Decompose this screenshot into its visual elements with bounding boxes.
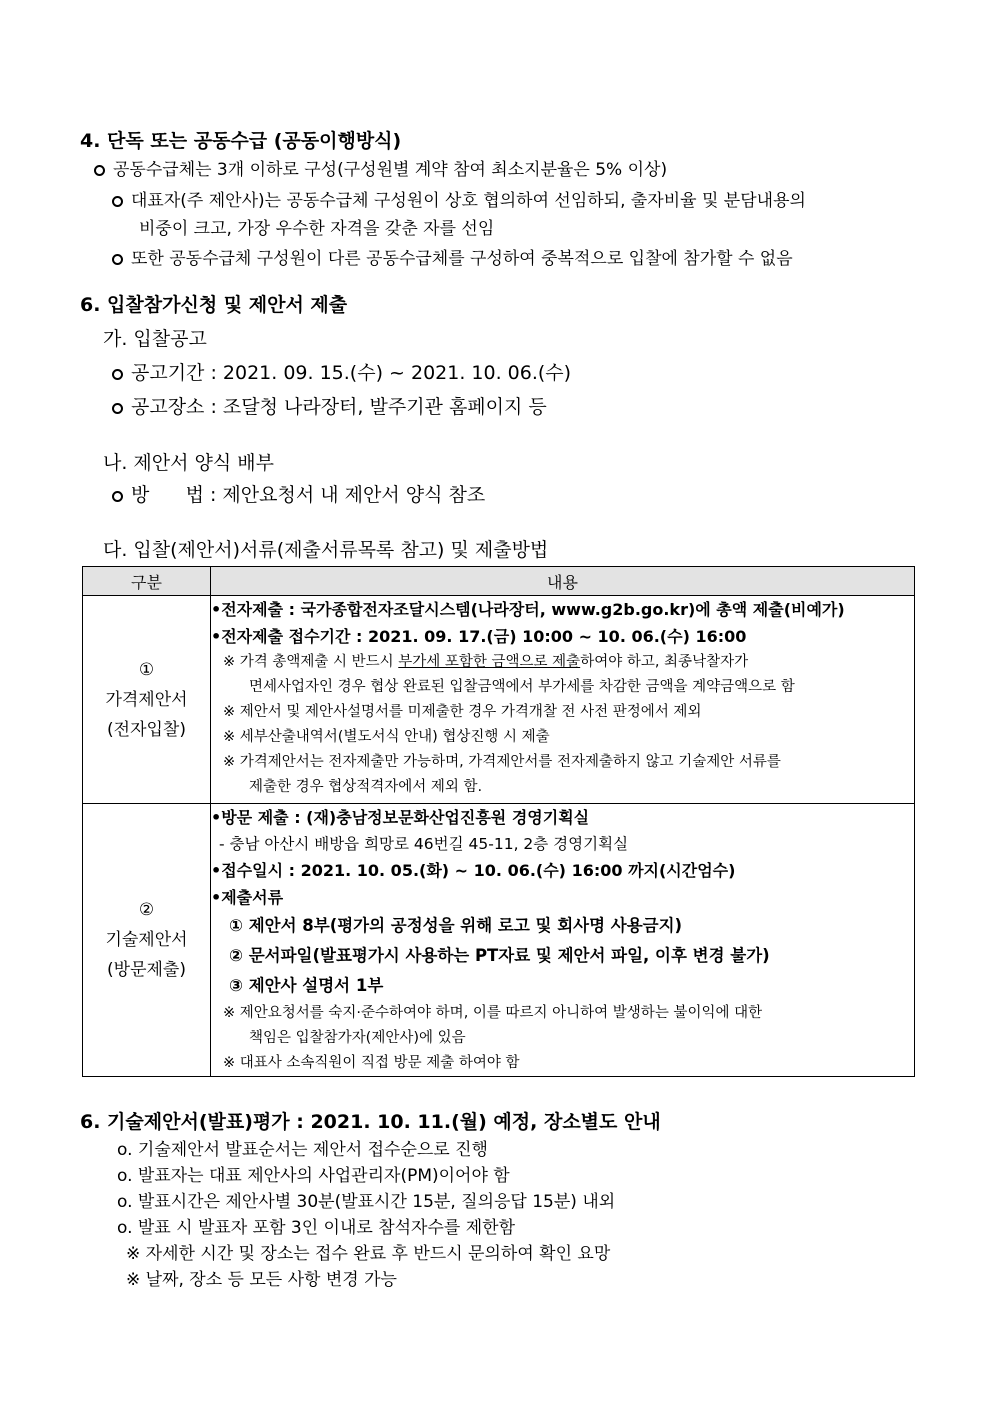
title-part: 6. 기술제안서(발표)평가 : bbox=[80, 1111, 311, 1133]
content-line: •전자제출 접수기간 : 2021. 09. 17.(금) 10:00 ~ 10. 06.(수) 16:00 bbox=[211, 627, 747, 646]
bullet-text: 공동수급체는 3개 이하로 구성(구성원별 계약 참여 최소지분율은 5% 이상) bbox=[113, 160, 668, 180]
list-item: o. 기술제안서 발표순서는 제안서 접수순으로 진행 bbox=[117, 1140, 488, 1160]
bullet-text: 방 법 : 제안요청서 내 제안서 양식 참조 bbox=[131, 484, 486, 506]
content-note: ※ 대표사 소속직원이 직접 방문 제출 하여야 함 bbox=[223, 1055, 520, 1071]
document-item: ③ 제안사 설명서 1부 bbox=[229, 976, 384, 995]
bullet-form-method bbox=[112, 480, 485, 507]
bullet-representative-cont: 비중이 크고, 가장 우수한 자격을 갖춘 자를 선임 bbox=[139, 219, 495, 239]
table-row bbox=[83, 804, 915, 1077]
list-item: o. 발표자는 대표 제안사의 사업관리자(PM)이어야 함 bbox=[117, 1166, 510, 1186]
remark: ※ 날짜, 장소 등 모든 사항 변경 가능 bbox=[126, 1270, 397, 1290]
section-6-title: 6. 입찰참가신청 및 제안서 제출 bbox=[80, 294, 348, 316]
note-text: ※ 가격 총액제출 시 반드시 bbox=[223, 654, 399, 670]
bullet-duplicate bbox=[112, 244, 793, 269]
content-note: ※ 가격제안서는 전자제출만 가능하며, 가격제안서를 전자제출하지 않고 기술제안 서류를 bbox=[223, 754, 781, 770]
bullet-consortium-size bbox=[94, 155, 667, 180]
document-item: ① 제안서 8부(평가의 공정성을 위해 로고 및 회사명 사용금지) bbox=[229, 916, 683, 935]
category-label: 기술제안서 bbox=[105, 930, 188, 950]
category-price-proposal bbox=[83, 596, 211, 804]
subsection-na-title: 나. 제안서 양식 배부 bbox=[103, 452, 274, 474]
content-technical-proposal bbox=[211, 804, 915, 1077]
circle-bullet-icon bbox=[112, 254, 123, 265]
table-row bbox=[83, 596, 915, 804]
bullet-text: 공고장소 : 조달청 나라장터, 발주기관 홈페이지 등 bbox=[131, 396, 547, 418]
content-price-proposal bbox=[211, 596, 915, 804]
category-technical-proposal bbox=[83, 804, 211, 1077]
bullet-text: 공고기간 : 2021. 09. 15.(수) ~ 2021. 10. 06.(수) bbox=[131, 362, 572, 384]
circle-bullet-icon bbox=[112, 196, 123, 207]
category-label: 가격제안서 bbox=[105, 689, 188, 710]
bullet-text: 또한 공동수급체 구성원이 다른 공동수급체를 구성하여 중복적으로 입찰에 참가할 수 없음 bbox=[131, 249, 793, 269]
category-sublabel: (전자입찰) bbox=[107, 719, 186, 740]
title-date: 2021. 10. 11.(월) bbox=[310, 1111, 487, 1133]
list-item: o. 발표시간은 제안사별 30분(발표시간 15분, 질의응답 15분) 내외 bbox=[117, 1192, 616, 1212]
subsection-da-title: 다. 입찰(제안서)서류(제출서류목록 참고) 및 제출방법 bbox=[103, 539, 549, 561]
content-line: •제출서류 bbox=[211, 888, 284, 907]
content-note: 제출한 경우 협상적격자에서 제외 함. bbox=[249, 779, 483, 795]
content-note: 책임은 입찰참가자(제안사)에 있음 bbox=[249, 1030, 466, 1046]
category-number: ① bbox=[138, 659, 155, 680]
submission-table bbox=[82, 566, 915, 1077]
note-text: 하여야 하고, 최종낙찰자가 bbox=[580, 654, 749, 670]
circle-bullet-icon bbox=[112, 369, 123, 380]
table-header-category: 구분 bbox=[83, 567, 211, 596]
category-number: ② bbox=[138, 900, 155, 920]
table-header-row bbox=[83, 567, 915, 596]
bullet-notice-period bbox=[112, 358, 571, 385]
content-note bbox=[211, 650, 914, 675]
circle-bullet-icon bbox=[112, 403, 123, 414]
content-note: ※ 제안요청서를 숙지·준수하여야 하며, 이를 따르지 아니하여 발생하는 불이익에 대한 bbox=[223, 1005, 763, 1021]
remark: ※ 자세한 시간 및 장소는 접수 완료 후 반드시 문의하여 확인 요망 bbox=[126, 1244, 611, 1264]
title-part: 예정, 장소별도 안내 bbox=[486, 1111, 661, 1133]
content-line: •접수일시 : 2021. 10. 05.(화) ~ 10. 06.(수) 16:00 까지(시간엄수) bbox=[211, 861, 736, 880]
circle-bullet-icon bbox=[112, 491, 123, 502]
content-note: ※ 세부산출내역서(별도서식 안내) 협상진행 시 제출 bbox=[223, 729, 550, 745]
bullet-notice-place bbox=[112, 392, 547, 419]
content-line: •전자제출 : 국가종합전자조달시스템(나라장터, www.g2b.go.kr)에 총액 제출(비예가) bbox=[211, 600, 845, 619]
table-header-content: 내용 bbox=[211, 567, 915, 596]
category-sublabel: (방문제출) bbox=[107, 960, 186, 980]
note-underlined: 부가세 포함한 금액으로 제출 bbox=[398, 654, 581, 670]
bullet-representative bbox=[112, 186, 806, 211]
content-note: 면세사업자인 경우 협상 완료된 입찰금액에서 부가세를 차감한 금액을 계약금액으로 함 bbox=[249, 679, 795, 695]
section-4-title: 4. 단독 또는 공동수급 (공동이행방식) bbox=[80, 130, 402, 152]
list-item: o. 발표 시 발표자 포함 3인 이내로 참석자수를 제한함 bbox=[117, 1218, 515, 1238]
content-note: ※ 제안서 및 제안사설명서를 미제출한 경우 가격개찰 전 사전 판정에서 제외 bbox=[223, 704, 702, 720]
bullet-text: 대표자(주 제안사)는 공동수급체 구성원이 상호 협의하여 선임하되, 출자비율 및 분담내용의 bbox=[131, 191, 806, 211]
document-item: ② 문서파일(발표평가시 사용하는 PT자료 및 제안서 파일, 이후 변경 불가) bbox=[229, 946, 770, 965]
circle-bullet-icon bbox=[94, 165, 105, 176]
subsection-ga-title: 가. 입찰공고 bbox=[103, 328, 207, 350]
content-line: - 충남 아산시 배방읍 희망로 46번길 45-11, 2층 경영기획실 bbox=[219, 835, 629, 853]
section-6-evaluation-title bbox=[80, 1107, 661, 1134]
content-line: •방문 제출 : (재)충남정보문화산업진흥원 경영기획실 bbox=[211, 808, 590, 827]
